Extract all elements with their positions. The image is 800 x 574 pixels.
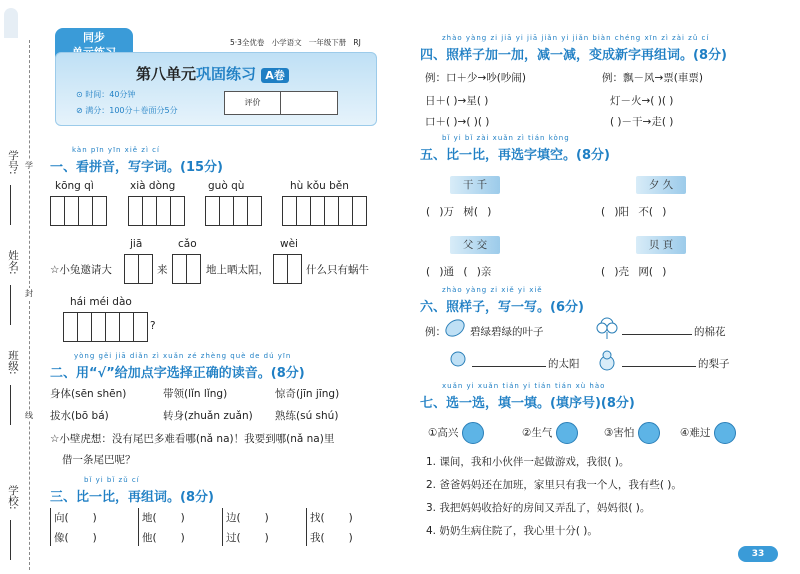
section-7-title: 七、选一选，填一填。(填序号)(8分)	[420, 396, 635, 411]
title-accent: 巩固练习	[196, 65, 257, 83]
answer-line[interactable]	[622, 334, 692, 335]
s4-pinyin: zhào yàng zi jiā yi jiā jiǎn yi jiǎn biàn chéng xīn zì zài zǔ cí	[442, 34, 710, 42]
series-line	[230, 37, 361, 48]
scared-face-icon	[638, 422, 660, 444]
reading-choice[interactable]: 身体(sēn shēn)	[50, 388, 127, 400]
happy-face-icon	[462, 422, 484, 444]
fill-blank[interactable]: ( )壳 网( )	[601, 266, 667, 278]
write-grid[interactable]	[273, 254, 302, 284]
cut-mark: 线	[25, 411, 33, 420]
fill-blank[interactable]: ( )通 ( )亲	[426, 266, 492, 278]
cotton-icon	[594, 314, 620, 340]
eval-label: 评价	[225, 92, 281, 114]
leaf-icon	[443, 316, 467, 340]
word-card: 父 交	[450, 236, 500, 254]
name-label: 姓名:	[7, 250, 19, 275]
badge-top: 同步	[83, 31, 105, 44]
fill-line	[10, 185, 11, 225]
angry-face-icon	[556, 422, 578, 444]
pinyin-word: guò qù	[208, 180, 245, 192]
reading-choice[interactable]: 带领(lǐn lǐng)	[163, 388, 228, 400]
compare-item: 边( )	[226, 512, 269, 524]
exercise[interactable]: 日＋( )→星( )	[425, 95, 489, 107]
sentence-part: 来	[157, 264, 168, 276]
section-1-title: 一、看拼音，写字词。(15分)	[50, 160, 223, 175]
answer-line[interactable]	[622, 366, 696, 367]
write-grid[interactable]	[128, 196, 185, 226]
compare-item: 向( )	[54, 512, 97, 524]
title-main: 第八单元	[136, 65, 197, 83]
fill-line	[10, 285, 11, 325]
cut-line	[29, 40, 30, 570]
sentence-part: 什么只有蜗牛	[306, 264, 369, 276]
reading-sentence[interactable]: ☆小壁虎想：没有尾巴多难看哪(nǎ na)！我要到哪(nǎ na)里	[50, 433, 335, 445]
compare-item: 我( )	[310, 532, 353, 544]
subject: 小学语文	[271, 38, 302, 47]
compare-item: 地( )	[142, 512, 185, 524]
title-panel	[55, 52, 377, 126]
pinyin-jia: jiā	[130, 238, 143, 250]
cotton-phrase: 的棉花	[694, 326, 726, 338]
evaluation-box[interactable]	[224, 91, 338, 115]
fill-blank[interactable]: ( )阳 不( )	[601, 206, 667, 218]
fill-blank[interactable]: ( )万 树( )	[426, 206, 492, 218]
write-grid[interactable]	[50, 196, 107, 226]
reading-choice[interactable]: 转身(zhuǎn zuǎn)	[163, 410, 253, 422]
section-5-title: 五、比一比，再选字填空。(8分)	[420, 148, 610, 163]
score-info: ⊘ 满分：100分＋卷面分5分	[76, 106, 178, 115]
write-grid[interactable]	[124, 254, 153, 284]
word-card: 夕 久	[636, 176, 686, 194]
series: 5·3全优卷	[230, 38, 265, 47]
question[interactable]: 2. 爸爸妈妈还在加班，家里只有我一个人，我有些( )。	[426, 479, 682, 491]
word-card: 贝 頁	[636, 236, 686, 254]
mood-option: ①高兴	[428, 422, 484, 444]
page-title	[136, 63, 289, 84]
pear-icon	[594, 346, 620, 372]
class-label: 班级:	[7, 350, 19, 375]
compare-words	[50, 508, 380, 548]
write-grid[interactable]	[205, 196, 262, 226]
answer-line[interactable]	[472, 366, 546, 367]
exercise[interactable]: ( )－干→走( )	[610, 116, 674, 128]
word-card: 干 千	[450, 176, 500, 194]
question[interactable]: 1. 课间，我和小伙伴一起做游戏，我很( )。	[426, 456, 630, 468]
s6-pinyin: zhào yàng zi xiě yi xiě	[442, 286, 543, 294]
write-grid[interactable]	[282, 196, 367, 226]
compare-item: 他( )	[142, 532, 185, 544]
edition: RJ	[353, 38, 361, 47]
mood-option: ③害怕	[604, 422, 660, 444]
exercise[interactable]: 口＋( )→( )( )	[425, 116, 490, 128]
s5-pinyin: bǐ yi bǐ zài xuǎn zì tián kòng	[442, 134, 570, 142]
question[interactable]: 3. 我把妈妈收拾好的房间又弄乱了，妈妈很( )。	[426, 502, 651, 514]
section-4-title: 四、照样子加一加，减一减，变成新字再组词。(8分)	[420, 48, 727, 63]
fill-line	[10, 385, 11, 425]
compare-item: 像( )	[54, 532, 97, 544]
reading-choice[interactable]: 熟练(sú shú)	[275, 410, 339, 422]
pinyin-cao: cǎo	[178, 238, 197, 250]
sun-icon	[447, 348, 469, 370]
reading-choice[interactable]: 拔水(bō bá)	[50, 410, 109, 422]
school-label: 学校:	[7, 485, 19, 510]
pinyin-word: xià dòng	[130, 180, 176, 192]
compare-item: 找( )	[310, 512, 353, 524]
question-mark: ?	[150, 320, 156, 332]
pinyin-word: hù kǒu běn	[290, 180, 349, 192]
example-sub: 例：飘－风→票(車票)	[602, 72, 703, 84]
write-grid[interactable]	[172, 254, 201, 284]
s2-pinyin: yòng gěi jiā diǎn zì xuǎn zé zhèng què de dú yīn	[74, 352, 292, 360]
time-info: ⊙ 时间：40分钟	[76, 90, 136, 99]
time-text: 时间：40分钟	[85, 90, 136, 99]
sun-phrase: 的太阳	[548, 358, 580, 370]
version-tag: A卷	[261, 68, 289, 83]
fill-line	[10, 520, 11, 560]
rocket-icon	[4, 8, 18, 38]
grade: 一年级下册	[308, 38, 347, 47]
compare-item: 过( )	[226, 532, 269, 544]
reading-sentence-end: 借一条尾巴呢？	[62, 454, 136, 466]
binding-margin	[0, 0, 36, 574]
write-grid[interactable]	[63, 312, 148, 342]
section-3-title: 三、比一比，再组词。(8分)	[50, 490, 214, 505]
example-phrase: 碧绿碧绿的叶子	[470, 326, 544, 338]
mood-option: ②生气	[522, 422, 578, 444]
score-text: 满分：100分＋卷面分5分	[85, 106, 178, 115]
pinyin-word: kōng qì	[55, 180, 94, 192]
cut-mark: 学	[25, 161, 33, 170]
s7-pinyin: xuǎn yi xuǎn tián yi tián tián xù hào	[442, 382, 606, 390]
pinyin-hai-mei-dao: hái méi dào	[70, 296, 132, 308]
cut-mark: 封	[25, 289, 33, 298]
pinyin-wei: wèi	[280, 238, 298, 250]
student-number-label: 学号:	[7, 150, 19, 175]
mood-option: ④难过	[680, 422, 736, 444]
s1-pinyin: kàn pīn yīn xiě zì cí	[72, 146, 160, 154]
section-6-title: 六、照样子，写一写。(6分)	[420, 300, 584, 315]
sentence-part: ☆小兔邀请大	[50, 264, 112, 276]
pear-phrase: 的梨子	[698, 358, 730, 370]
s3-pinyin: bǐ yi bǐ zǔ cí	[84, 476, 140, 484]
sad-face-icon	[714, 422, 736, 444]
reading-choice[interactable]: 惊奇(jīn jīng)	[275, 388, 340, 400]
sentence-part: 地上晒太阳，	[206, 264, 269, 276]
example-label: 例：	[425, 326, 446, 338]
page-number: 33	[738, 546, 778, 562]
question[interactable]: 4. 奶奶生病住院了，我心里十分( )。	[426, 525, 598, 537]
exercise[interactable]: 灯－火→( )( )	[610, 95, 674, 107]
example-add: 例：口＋少→吵(吵闹)	[425, 72, 526, 84]
section-2-title: 二、用“√”给加点字选择正确的读音。(8分)	[50, 366, 305, 381]
